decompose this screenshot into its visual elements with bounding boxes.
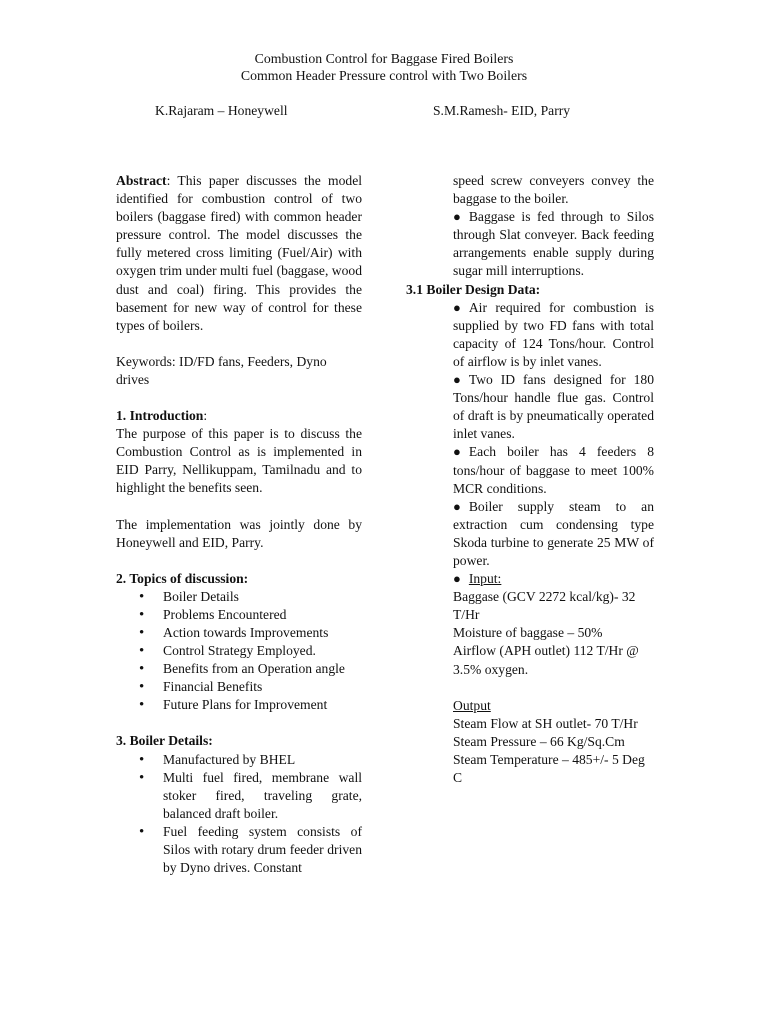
list-item	[406, 371, 654, 443]
boiler-details-heading	[116, 732, 362, 750]
topics-heading-text: 2. Topics of discussion:	[116, 570, 249, 586]
keywords: Keywords: ID/FD fans, Feeders, Dyno drives	[116, 353, 327, 387]
list-item: • Benefits from an Operation angle	[116, 660, 362, 678]
output-line: Steam Pressure – 66 Kg/Sq.Cm	[453, 733, 625, 749]
introduction-text: The purpose of this paper is to discuss the Combustion Control as is implemented in EID Parry, Nellikuppam, Tamilnadu and to highlight the benefits seen.	[116, 426, 362, 496]
abstract-paragraph	[116, 172, 362, 335]
bullet-icon: ●	[453, 372, 461, 388]
list-item: • Action towards Improvements	[116, 624, 362, 642]
list-item-text: Air required for combustion is supplied by two FD fans with total capacity of 124 Tons/hour. Control of airflow is by inlet vanes.	[453, 299, 654, 369]
list-item-text: Two ID fans designed for 180 Tons/hour handle flue gas. Control of draft is by pneumatically operated inlet vanes.	[453, 372, 654, 442]
list-item: • Fuel feeding system consists of Silos with rotary drum feeder driven by Dyno drives. Constant	[116, 823, 362, 877]
paper-title: Combustion Control for Baggase Fired Boilers	[254, 51, 514, 66]
list-item: • Problems Encountered	[116, 606, 362, 624]
paper-subtitle: Common Header Pressure control with Two Boilers	[240, 68, 528, 83]
list-item: • Boiler Details	[116, 588, 362, 606]
bullet-icon: ●	[453, 444, 461, 460]
abstract-label: Abstract	[116, 173, 167, 188]
bullet-icon: ●	[453, 299, 461, 315]
list-item	[406, 443, 654, 497]
list-item	[406, 570, 654, 588]
list-item	[406, 299, 654, 371]
list-item-text: Boiler supply steam to an extraction cum condensing type Skoda turbine to generate 25 MW of power.	[453, 498, 654, 568]
boiler-details-heading-text: 3. Boiler Details:	[116, 733, 213, 749]
design-data-heading-text: 3.1 Boiler Design Data:	[406, 281, 541, 297]
list-item-text: Baggase is fed through to Silos through Slat conveyer. Back feeding arrangements enable supply during sugar mill interruptions.	[453, 209, 654, 279]
introduction-heading: 1. Introduction	[116, 408, 204, 424]
list-item: • Control Strategy Employed.	[116, 642, 362, 660]
right-column	[406, 172, 654, 787]
introduction-heading-line	[116, 407, 362, 425]
abstract-text: : This paper discusses the model identified for combustion control of two boilers (baggase fired) with common header pressure control. The model discusses the fully metered cross limiting (Fuel/Air) with oxygen trim under multi fuel (baggase, wood dust and coal) firing. This provides the basement for new way of control for these types of boilers.	[116, 173, 362, 333]
design-data-list	[406, 299, 654, 589]
list-item: • Manufactured by BHEL	[116, 751, 362, 769]
list-item: • Future Plans for Improvement	[116, 696, 362, 714]
output-label: Output	[453, 697, 491, 713]
left-column	[116, 172, 362, 877]
bullet-icon: ●	[453, 498, 461, 514]
input-line: Airflow (APH outlet) 112 T/Hr @ 3.5% oxygen.	[453, 643, 639, 677]
slat-list	[406, 208, 654, 280]
bullet-icon: ●	[453, 571, 461, 587]
topics-heading	[116, 570, 362, 588]
list-item-text: Each boiler has 4 feeders 8 tons/hour of baggase to meet 100% MCR conditions.	[453, 444, 654, 496]
output-line: Steam Temperature – 485+/- 5 Deg C	[453, 751, 645, 785]
list-item	[406, 208, 654, 280]
topics-list	[116, 588, 362, 715]
output-line: Steam Flow at SH outlet- 70 T/Hr	[453, 715, 638, 731]
input-label: Input:	[468, 571, 502, 587]
implementation-text: The implementation was jointly done by Honeywell and EID, Parry.	[116, 516, 362, 550]
input-block	[406, 588, 654, 787]
introduction-colon: :	[203, 408, 208, 424]
boiler-details-list	[116, 751, 362, 878]
design-data-heading	[406, 281, 654, 299]
list-item	[406, 498, 654, 570]
author-left: K.Rajaram – Honeywell	[155, 103, 288, 118]
list-item: • Multi fuel fired, membrane wall stoker fired, traveling grate, balanced draft boiler.	[116, 769, 362, 823]
bullet-icon: ●	[453, 209, 461, 225]
list-item: • Financial Benefits	[116, 678, 362, 696]
input-line: Moisture of baggase – 50%	[453, 625, 603, 641]
input-line: Baggase (GCV 2272 kcal/kg)- 32 T/Hr	[453, 589, 636, 623]
author-right: S.M.Ramesh- EID, Parry	[433, 103, 571, 118]
continuation-text: speed screw conveyers convey the baggase to the boiler.	[453, 173, 654, 207]
